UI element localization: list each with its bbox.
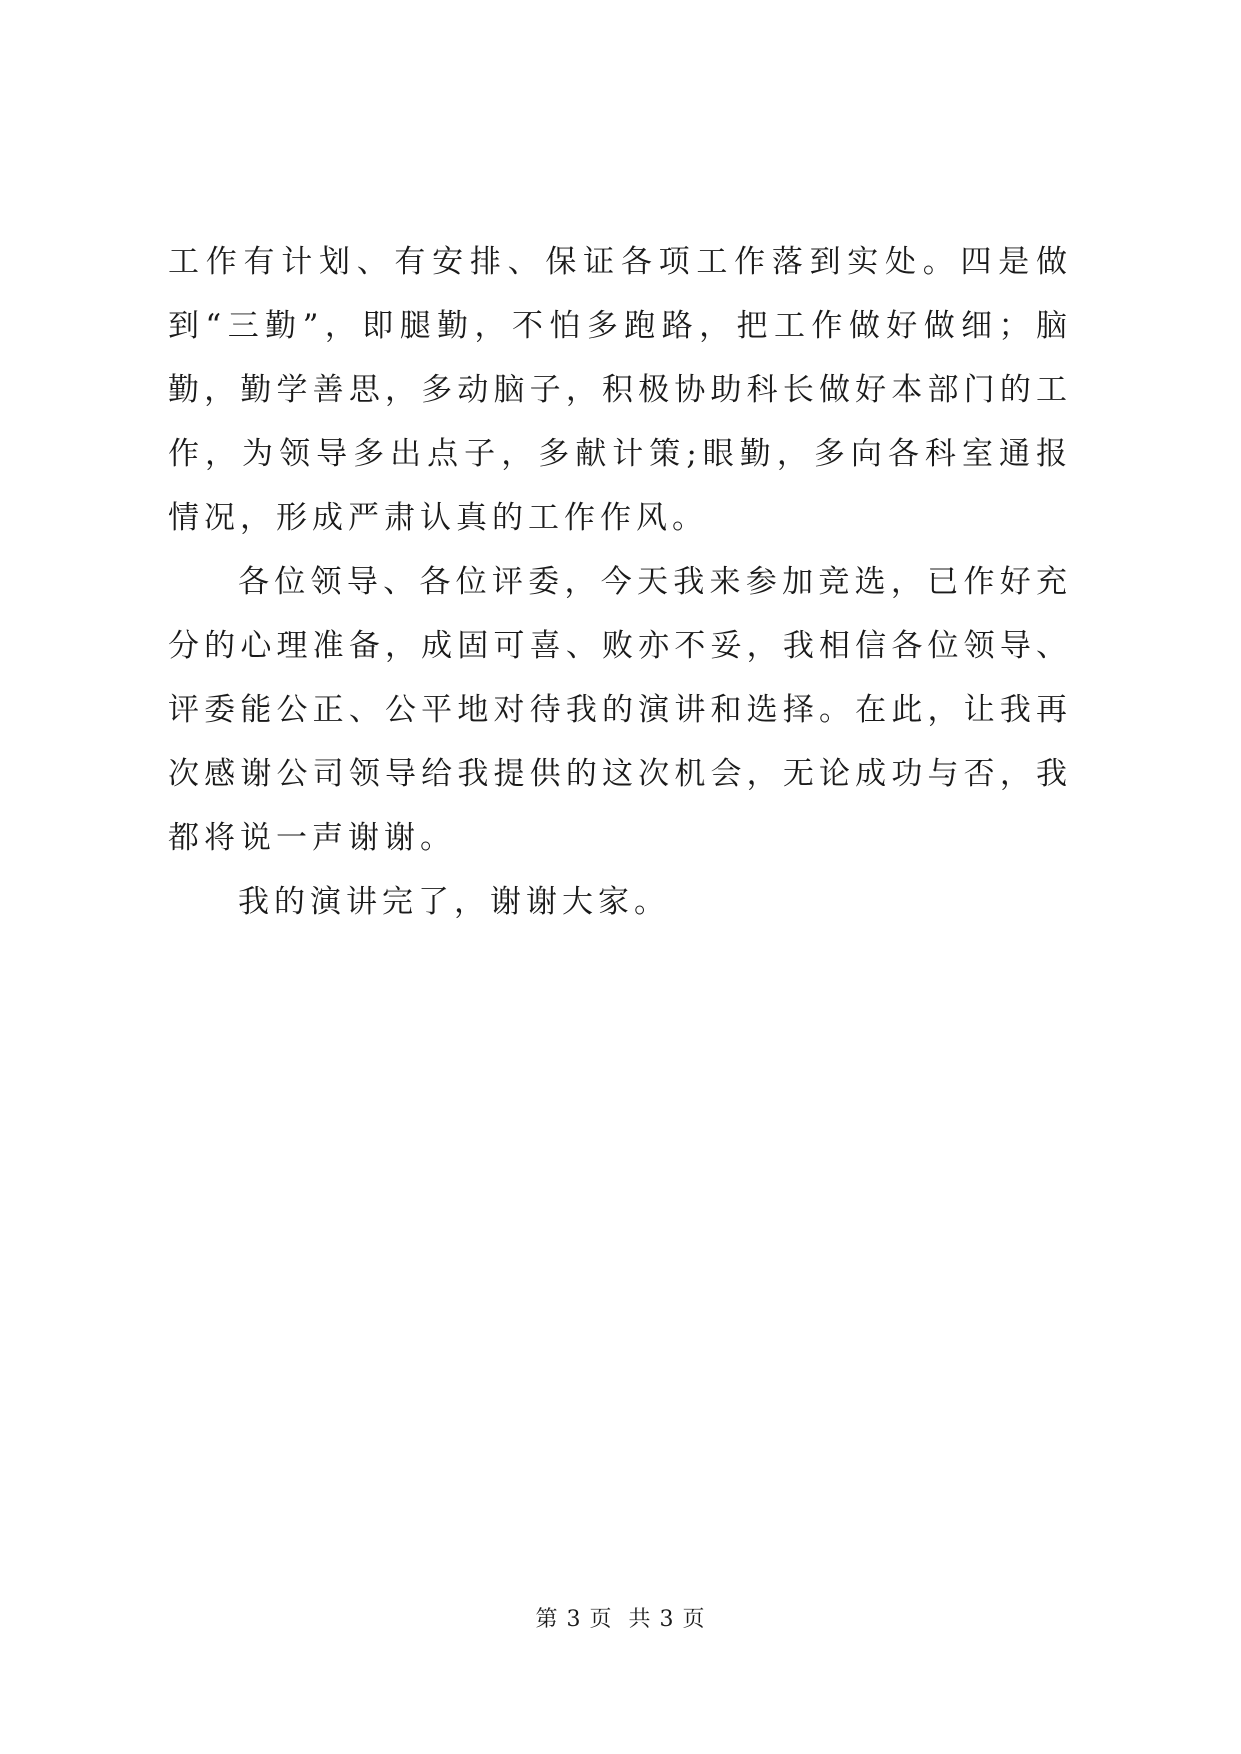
paragraph-1: 工作有计划、有安排、保证各项工作落到实处。四是做到“三勤”，即腿勤，不怕多跑路，把工作做好做细；脑勤，勤学善思，多动脑子，积极协助科长做好本部门的工作，为领导多出点子，多献计策;眼勤，多向各科室通报情况，形成严肃认真的工作作风。 (168, 244, 1072, 536)
page-number-current: 第 3 页 (535, 1607, 613, 1632)
paragraph-3: 我的演讲完了，谢谢大家。 (238, 884, 670, 920)
document-body (168, 230, 1072, 934)
paragraph-2: 各位领导、各位评委，今天我来参加竞选，已作好充分的心理准备，成固可喜、败亦不妥，我相信各位领导、评委能公正、公平地对待我的演讲和选择。在此，让我再次感谢公司领导给我提供的这次机会，无论成功与否，我都将说一声谢谢。 (168, 564, 1072, 856)
page-footer (0, 1605, 1241, 1635)
page-number-total: 共 3 页 (628, 1607, 706, 1632)
